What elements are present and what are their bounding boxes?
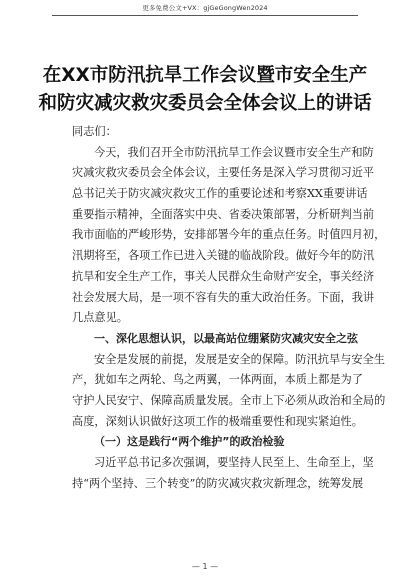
body-line: 总书记关于防灾减灾救灾工作的重要论述和考察XX重要讲话 [72, 187, 368, 201]
body-line: 我市面临的严峻形势，安排部署今年的重点任务。时值四月初， [72, 228, 386, 242]
page-number: — 1 — [191, 562, 219, 571]
subsection-heading: （一）这是践行“两个维护”的政治检验 [94, 435, 285, 449]
body-line: 重要指示精神，全面落实中央、省委决策部署，分析研判当前 [72, 207, 375, 221]
subsection-line: 习近平总书记多次强调，要坚持人民至上、生命至上，坚 [94, 456, 374, 469]
body-line: 抗旱和安全生产工作，事关人民群众生命财产安全，事关经济 [72, 269, 375, 283]
document-body [72, 122, 386, 494]
subsection-line: 持“两个坚持、三个转变”的防灾减灾救灾新理念，统筹发展 [72, 476, 364, 490]
document-title [0, 62, 410, 118]
title-line-1: 在XX市防汛抗旱工作会议暨市安全生产 [42, 65, 368, 86]
body-line: 今天，我们召开全市防汛抗旱工作会议暨市安全生产和防 [94, 145, 374, 159]
body-line: 灾减灾救灾委员会全体会议，主要任务是深入学习贯彻习近平 [72, 166, 375, 180]
body-line: 汛期将至，各项工作已进入关键的临战阶段。做好今年的防汛 [72, 249, 375, 263]
section-heading: 一、深化思想认识，以最高站位绷紧防灾减灾安全之弦 [94, 331, 358, 345]
section-line: 守护人民安宁、保障高质量发展。全市上下必须从政治和全局的 [72, 393, 386, 407]
header-divider [52, 15, 358, 16]
section-line: 高度，深刻认识做好这项工作的极端重要性和现实紧迫性。 [72, 414, 363, 428]
title-line-2: 和防灾减灾救灾委员会全体会议上的讲话 [38, 93, 372, 114]
body-line: 社会发展大局，是一项不容有失的重大政治任务。下面，我讲 [72, 290, 375, 304]
body-line: 几点意见。 [72, 311, 128, 325]
section-line: 安全是发展的前提，发展是安全的保障。防汛抗旱与安全生 [94, 352, 385, 366]
section-line: 产，犹如车之两轮、鸟之两翼，一体两面，本质上都是为了 [72, 373, 363, 387]
page-header: 更多免费公文+VX：gjGeGongWen2024 [142, 4, 268, 12]
salutation: 同志们： [72, 125, 117, 138]
